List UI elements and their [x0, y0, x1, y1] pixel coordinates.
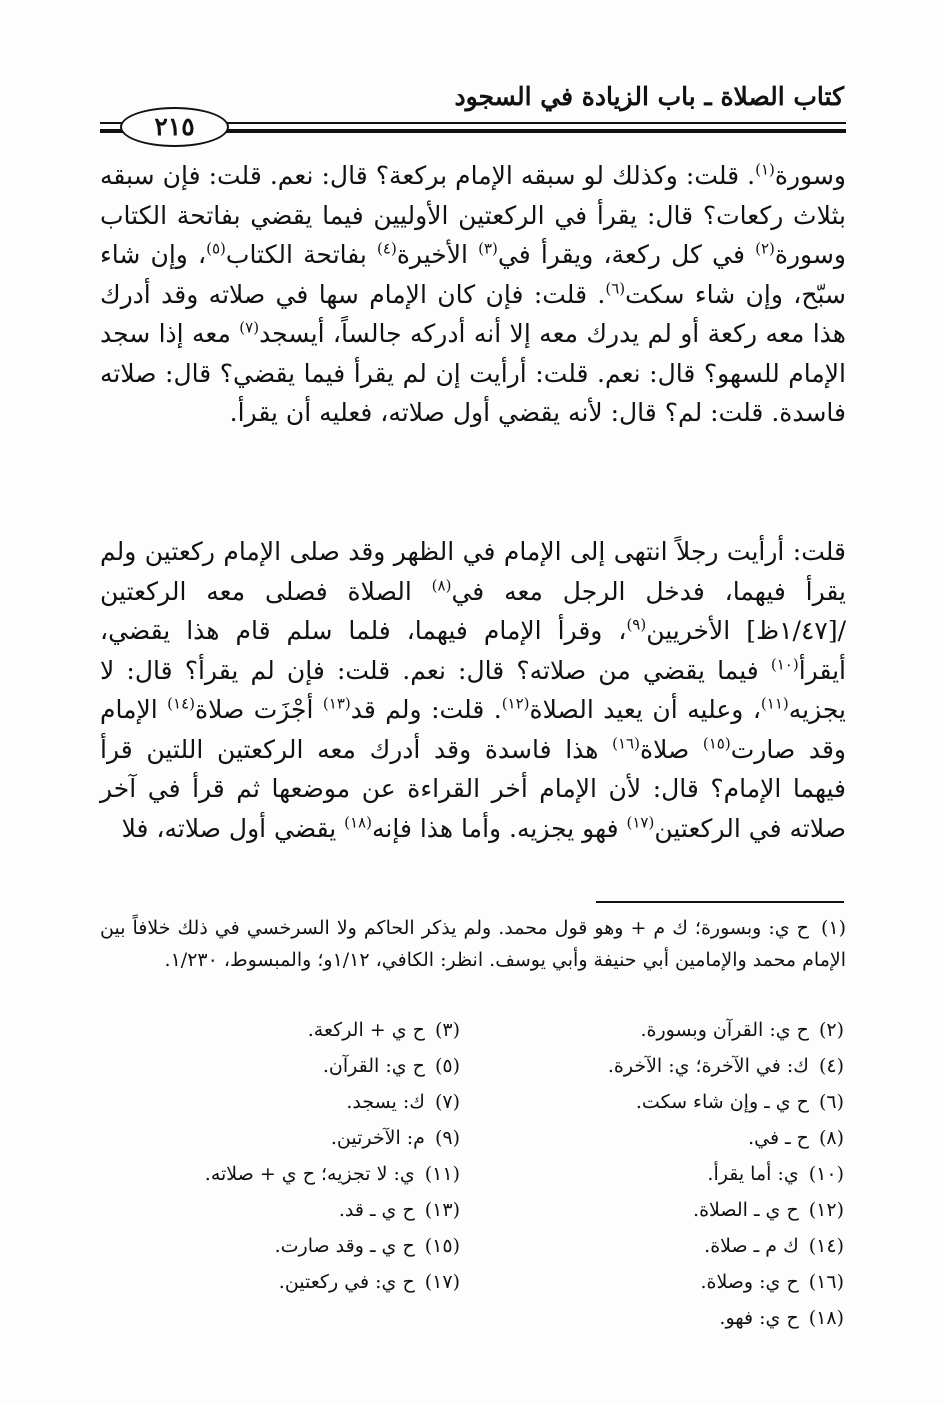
footnote-number: (١٣): [424, 1199, 460, 1221]
footnote-text: ح ي ـ الصلاة.: [693, 1199, 799, 1221]
footnote-item: [87, 1264, 460, 1300]
footnote-text: ح ي + الركعة.: [307, 1019, 425, 1041]
text-run: يقضي أول صلاته، فلا: [121, 813, 345, 843]
footnote-text: ك: يسجد.: [346, 1091, 425, 1113]
footnote-item: [471, 1048, 844, 1084]
footnote-marker: (١٢): [501, 694, 530, 713]
footnote-text: ي: لا تجزيه؛ ح ي + صلاته.: [204, 1163, 415, 1185]
text-run: الصلاة فصلى معه الركعتين /[١/٤٧ظ] الأخريين: [100, 576, 846, 645]
footnote-text: ح ي: وبسورة؛ ك م + وهو قول محمد. ولم يذكر الحاكم ولا السرخسي في ذلك خلافاً بين الإمام محمد والإمامين أبي حنيفة وأبي يوسف. انظر: الكافي، ١/١٢و؛ والمبسوط، ١/٢٣٠.: [100, 917, 846, 971]
footnote-number: (٩): [434, 1127, 460, 1149]
footnote-marker: (٧): [239, 318, 260, 337]
footnote-number: (١٠): [808, 1163, 844, 1185]
page-number-badge: ٢١٥: [120, 107, 229, 147]
footnote-item: [87, 1084, 460, 1120]
footnote-item: [471, 1192, 844, 1228]
footnote-marker: (١٧): [626, 813, 655, 832]
footnote-number: (١٤): [808, 1235, 844, 1257]
footnote-marker: (١): [755, 160, 775, 179]
footnote-marker: (٩): [626, 615, 647, 634]
text-run: الإمام وقد صارت: [100, 695, 846, 764]
footnote-text: ح ي: وصلاة.: [700, 1271, 799, 1293]
text-run: بفاتحة الكتاب: [225, 240, 378, 269]
footnote-number: (٧): [434, 1091, 460, 1113]
running-header-title: كتاب الصلاة ـ باب الزيادة في السجود: [454, 82, 844, 111]
footnote-item: [471, 1300, 844, 1336]
text-run: . قلت: ولم قد: [350, 695, 502, 724]
footnote-text: ح ي: القرآن.: [322, 1055, 425, 1077]
text-run: معه إذا سجد الإمام للسهو؟ قال: نعم. قلت: أرأيت إن لم يقرأ فيما يقضي؟ قال: صلاته فاسدة. قلت: لم؟ قال: لأنه يقضي أول صلاته، فعليه أن يقرأ.: [100, 319, 846, 427]
footnote-marker: (١٥): [702, 734, 731, 753]
footnote-number: (٤): [818, 1055, 844, 1077]
footnote-item: [87, 1192, 460, 1228]
footnote-text: ح ي ـ وقد صارت.: [274, 1235, 415, 1257]
footnote-text: ي: أما يقرأ.: [707, 1163, 799, 1185]
text-run: في كل ركعة، ويقرأ في: [497, 240, 756, 269]
footnote-text: ك م ـ صلاة.: [704, 1235, 799, 1257]
text-run: ، وإن شاء سبّح، وإن شاء سكت: [100, 240, 846, 309]
footnote-number: (١): [820, 917, 846, 939]
footnote-marker: (٣): [478, 239, 498, 258]
text-run: فيما يقضي من صلاته؟ قال: نعم. قلت: فإن لم يقرأ؟ قال: لا يجزيه: [100, 655, 847, 724]
body-paragraph-2: [100, 532, 846, 848]
footnote-number: (١٨): [808, 1307, 844, 1329]
footnote-item: [471, 1228, 844, 1264]
footnote-number: (١٦): [808, 1271, 844, 1293]
footnote-marker: (١٤): [167, 694, 195, 713]
footnote-item: [87, 1048, 460, 1084]
footnote-marker: (٦): [605, 279, 626, 298]
footnote-text: م: الآخرتين.: [330, 1127, 425, 1149]
footnote-item: [471, 1156, 844, 1192]
footnote-text: ك: في الآخرة؛ ي: الآخرة.: [607, 1055, 809, 1077]
text-run: . قلت: فإن كان الإمام سها في صلاته وقد أدرك هذا معه ركعة أو لم يدرك معه إلا أنه أدركه جالساً، أيسجد: [100, 279, 846, 348]
footnote-text: ح ي ـ وإن شاء سكت.: [635, 1091, 809, 1113]
body-paragraph-1: [100, 156, 846, 433]
footnote-marker: (١١): [760, 694, 789, 713]
text-run: ، وعليه أن يعيد الصلاة: [529, 695, 761, 724]
footnote-item: [87, 1120, 460, 1156]
text-run: هذا فاسدة وقد أدرك معه الركعتين اللتين قرأ فيهما الإمام؟ قال: لأن الإمام أخر القراءة عن موضعها ثم قرأ في آخر صلاته في الركعتين: [100, 734, 846, 843]
footnote-marker: (١٦): [612, 734, 640, 753]
footnote-text: ح ي ـ قد.: [338, 1199, 415, 1221]
text-run: قلت: أرأيت رجلاً انتهى إلى الإمام في الظهر وقد صلى الإمام ركعتين ولم يقرأ فيهما، فدخل الرجل معه في: [100, 537, 846, 606]
paragraph-text: [100, 156, 846, 433]
text-run: صلاة: [639, 734, 703, 764]
footnote-marker: (١٨): [344, 813, 372, 832]
footnote-item: [87, 1228, 460, 1264]
footnote-text: ح ـ في.: [748, 1127, 809, 1149]
footnote-item: [471, 1084, 844, 1120]
footnote-item: [471, 1264, 844, 1300]
footnote-text: ح ي: فهو.: [719, 1307, 799, 1329]
footnote-number: (١١): [424, 1163, 460, 1185]
text-run: الأخيرة: [396, 240, 479, 269]
footnote-number: (٢): [818, 1019, 844, 1041]
footnote-item: [471, 1120, 844, 1156]
text-run: وسورة: [774, 161, 846, 190]
text-run: فهو يجزيه. وأما هذا فإنه: [371, 813, 627, 843]
footnote-number: (٨): [818, 1127, 844, 1149]
footnote-separator: [596, 901, 844, 903]
text-run: ، وقرأ الإمام فيهما، فلما سلم قام هذا يقضي، أيقرأ: [100, 616, 846, 685]
footnotes-left-column: [87, 1012, 460, 1300]
text-run: أجْزَت صلاة: [195, 695, 323, 724]
footnote-marker: (٤): [377, 239, 397, 258]
footnote-number: (٥): [434, 1055, 460, 1077]
footnote-item: [471, 1012, 844, 1048]
footnote-marker: (٨): [431, 576, 452, 595]
text-run: . قلت: وكذلك لو سبقه الإمام بركعة؟ قال: نعم. قلت: فإن سبقه بثلاث ركعات؟ قال: يقرأ في الركعتين الأوليين فيما يقضي بفاتحة الكتاب وسورة: [100, 161, 846, 269]
footnote-marker: (١٠): [770, 655, 799, 674]
footnote-marker: (٢): [755, 239, 775, 258]
footnote-1: [100, 912, 846, 976]
footnote-number: (٣): [434, 1019, 460, 1041]
paragraph-text: [100, 532, 846, 848]
footnotes-right-column: [471, 1012, 844, 1336]
footnote-text: ح ي: في ركعتين.: [278, 1271, 415, 1293]
footnote-number: (٦): [818, 1091, 844, 1113]
footnote-number: (١٥): [424, 1235, 460, 1257]
footnote-number: (١٧): [424, 1271, 460, 1293]
footnote-item: [87, 1156, 460, 1192]
footnote-number: (١٢): [808, 1199, 844, 1221]
footnote-item: [87, 1012, 460, 1048]
footnote-marker: (١٣): [322, 694, 351, 713]
footnote-marker: (٥): [206, 239, 226, 258]
footnote-text: ح ي: القرآن وبسورة.: [640, 1019, 809, 1041]
